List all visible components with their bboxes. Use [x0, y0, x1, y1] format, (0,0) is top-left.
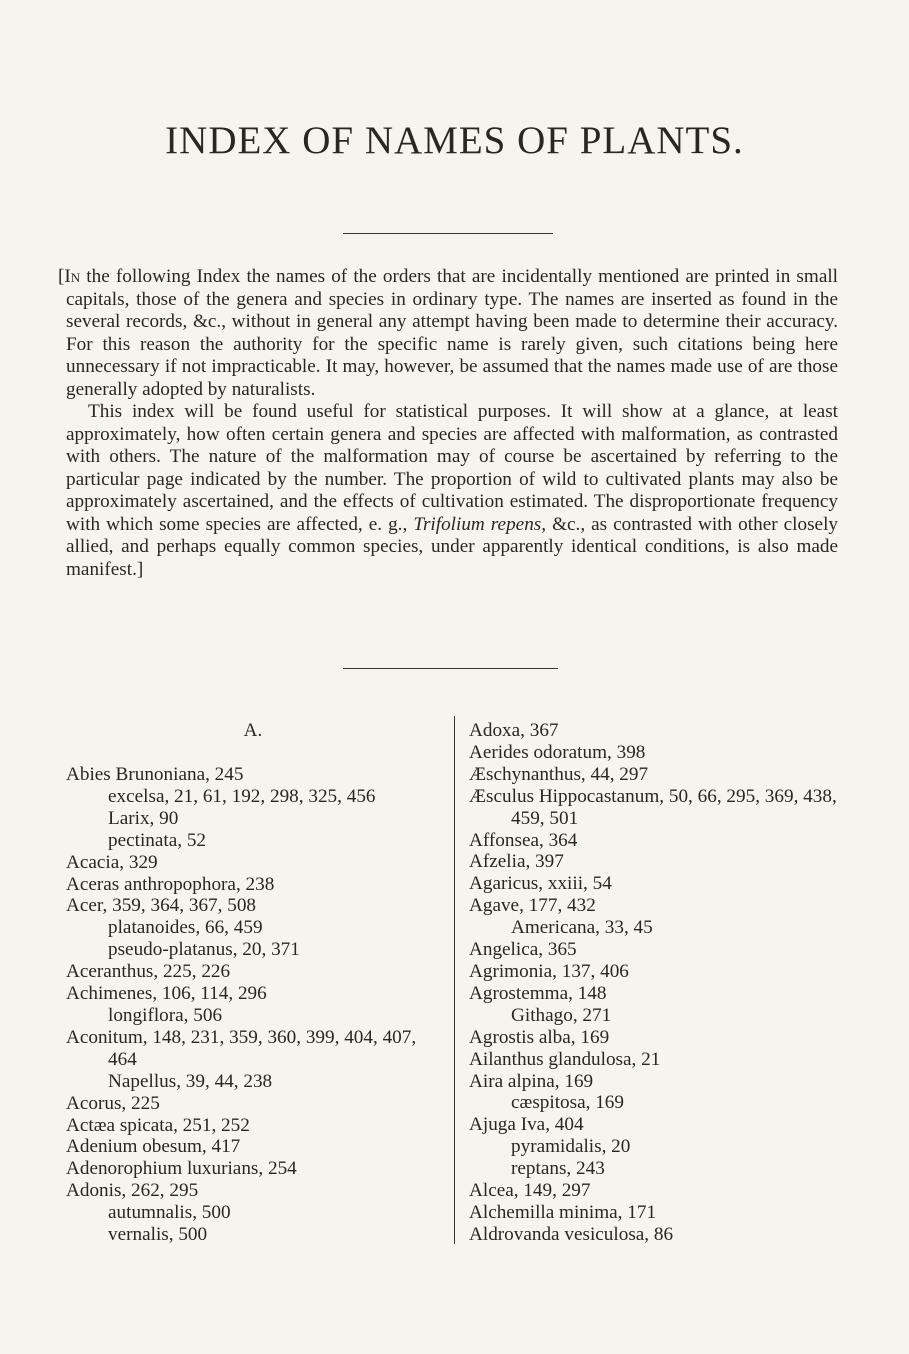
index-subentry: vernalis, 500 [108, 1224, 208, 1246]
index-entry: Afzelia, 397 [469, 851, 564, 873]
index-subentry: platanoides, 66, 459 [108, 917, 263, 939]
index-entry: Adoxa, 367 [469, 720, 559, 741]
index-entry: Agaricus, xxiii, 54 [469, 873, 612, 895]
index-entry: Adonis, 262, 295 [66, 1180, 199, 1202]
index-entry: Adenorophium luxurians, 254 [66, 1158, 297, 1180]
index-subentry: reptans, 243 [511, 1158, 605, 1180]
index-subentry: autumnalis, 500 [108, 1202, 231, 1224]
column-divider [454, 716, 455, 1244]
index-subentry: pseudo-platanus, 20, 371 [108, 939, 300, 961]
index-entry: Ailanthus glandulosa, 21 [469, 1048, 661, 1070]
index-entry: Aldrovanda vesiculosa, 86 [469, 1223, 674, 1245]
index-subentry: Americana, 33, 45 [511, 917, 653, 939]
index-subentry: longiflora, 506 [108, 1004, 223, 1026]
preface-paragraph-2 [66, 401, 838, 581]
index-entry: Alcea, 149, 297 [469, 1180, 591, 1202]
index-subentry: Githago, 271 [511, 1004, 612, 1026]
index-entry: Angelica, 365 [469, 939, 577, 961]
preface-text-2b: &c., as contrasted with other closely allied, and perhaps equally common species, under apparently identical conditions, is also made manifest. [66, 513, 838, 580]
index-subentry: cæspitosa, 169 [511, 1092, 624, 1114]
index-entry: Adenium obesum, 417 [66, 1136, 241, 1158]
index-entry: Agave, 177, 432 [469, 895, 596, 917]
index-entry: Affonsea, 364 [469, 829, 578, 851]
index-entry: Alchemilla minima, 171 [469, 1201, 657, 1223]
index-column-left [66, 720, 440, 1246]
index-entry: Agrimonia, 137, 406 [469, 960, 629, 982]
top-divider [343, 233, 553, 234]
index-entry: Actæa spicata, 251, 252 [66, 1114, 250, 1136]
index-entry: Æsculus Hippocastanum, 50, 66, 295, 369, 438, 459, 501 [469, 785, 837, 829]
index-entry: Aceranthus, 225, 226 [66, 961, 231, 983]
index-entry: Agrostemma, 148 [469, 982, 607, 1004]
index-entry: Aira alpina, 169 [469, 1070, 594, 1092]
index-subentry: pectinata, 52 [108, 829, 207, 851]
index-subentry: Napellus, 39, 44, 238 [108, 1070, 273, 1092]
index-entry: Aceras anthropophora, 238 [66, 873, 275, 895]
close-bracket: ] [136, 558, 144, 580]
preface-lead-word: In [64, 266, 81, 287]
index-entry: Achimenes, 106, 114, 296 [66, 983, 267, 1005]
index-subentry: Larix, 90 [108, 807, 179, 829]
index-entry: Abies Brunoniana, 245 [66, 764, 244, 785]
index-entry: Aconitum, 148, 231, 359, 360, 399, 404, 407, 464 [66, 1026, 417, 1070]
open-bracket: [ [58, 266, 65, 287]
page-title: INDEX OF NAMES OF PLANTS. [165, 119, 744, 162]
section-letter: A. [243, 720, 263, 741]
index-entry: Acer, 359, 364, 367, 508 [66, 895, 257, 917]
entry-list-left [66, 764, 440, 1246]
index-entry: Æschynanthus, 44, 297 [469, 763, 649, 785]
index-entry: Agrostis alba, 169 [469, 1026, 610, 1048]
preface-example-species: Trifolium repens, [413, 513, 547, 535]
preface-text-2a: This index will be found useful for statistical purposes. It will show at a glance, at least approximately, how often certain genera and species are affected with malformation, as contrasted with others. The nature of the malformation may of course be ascertained by referring to the particular page indicated by the number. The proportion of wild to cultivated plants may also be approximately ascertained, and the effects of cultivation estimated. The disproportionate frequency with which some species are affected, e. g., [66, 401, 838, 535]
preface-text-1: the following Index the names of the orders that are incidentally mentioned are printed in small capitals, those of the genera and species in ordinary type. The names are inserted as found in the several records, &c., without in general any attempt having been made to determine their accuracy. For this reason the authority for the specific name is rarely given, such citations being here unnecessary if not impracticable. It may, however, be assumed that the names made use of are those generally adopted by naturalists. [66, 266, 838, 400]
index-subentry: excelsa, 21, 61, 192, 298, 325, 456 [108, 785, 376, 807]
index-column-right [469, 720, 841, 1246]
index-entry: Acacia, 329 [66, 851, 158, 873]
preface-paragraph-1 [58, 266, 838, 401]
middle-divider [343, 668, 558, 669]
preface [58, 266, 838, 581]
entry-list-right [469, 720, 841, 1246]
index-entry: Acorus, 225 [66, 1092, 160, 1114]
index-entry: Ajuga Iva, 404 [469, 1114, 584, 1136]
index-entry: Aerides odoratum, 398 [469, 741, 646, 763]
index-subentry: pyramidalis, 20 [511, 1136, 631, 1158]
